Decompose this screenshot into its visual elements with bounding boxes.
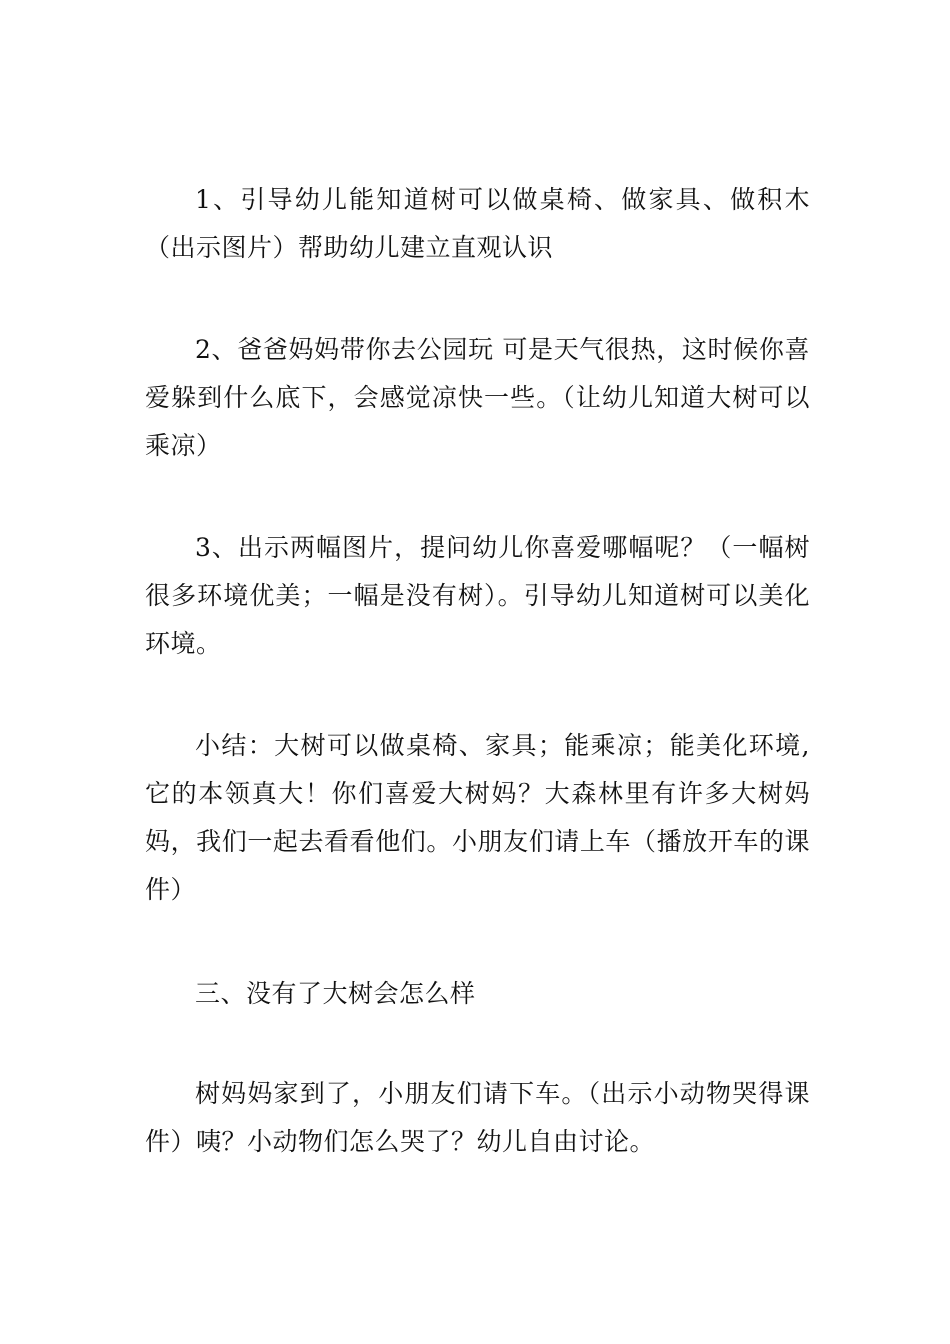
paragraph-tree-mother-home: 树妈妈家到了，小朋友们请下车。（出示小动物哭得课件）咦？小动物们怎么哭了？幼儿自由讨论。: [145, 1079, 810, 1156]
paragraph-step-3: 3、出示两幅图片，提问幼儿你喜爱哪幅呢？（一幅树很多环境优美；一幅是没有树）。引导幼儿知道树可以美化环境。: [145, 533, 810, 658]
section-heading-3: 三、没有了大树会怎么样: [195, 979, 476, 1008]
paragraph-step-2: 2、爸爸妈妈带你去公园玩 可是天气很热，这时候你喜爱躲到什么底下，会感觉凉快一些。（让幼儿知道大树可以乘凉）: [145, 335, 810, 460]
paragraph-summary: 小结：大树可以做桌椅、家具；能乘凉；能美化环境,它的本领真大！你们喜爱大树妈？大森林里有许多大树妈妈，我们一起去看看他们。小朋友们请上车（播放开车的课件）: [145, 731, 810, 904]
paragraph-step-1: 1、引导幼儿能知道树可以做桌椅、做家具、做积木（出示图片）帮助幼儿建立直观认识: [145, 185, 810, 262]
